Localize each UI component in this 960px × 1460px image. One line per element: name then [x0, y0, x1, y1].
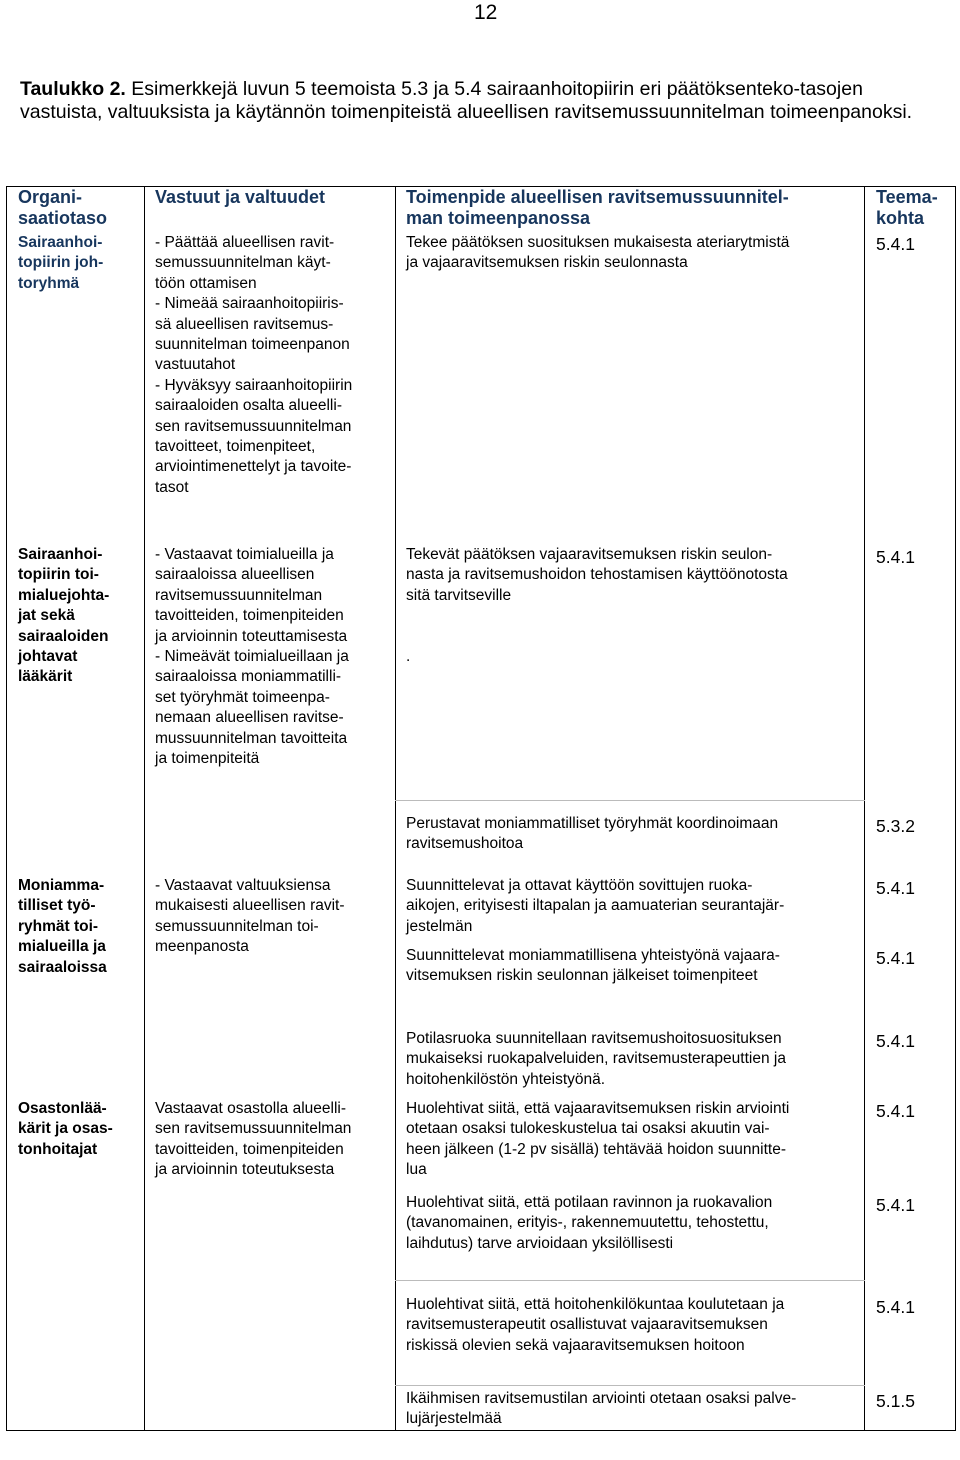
resp-line: - Päättää alueellisen ravit-: [155, 234, 335, 251]
header-responsibilities: Vastuut ja valtuudet: [155, 187, 326, 207]
action-line: laihdutus) tarve arvioidaan yksilöllisesti: [406, 1234, 674, 1252]
org-line: kärit ja osas-: [18, 1120, 113, 1138]
resp-line: tavoitteet, toimenpiteet,: [155, 438, 316, 456]
header-theme: [876, 187, 938, 229]
resp-line: mussuunnitelman tavoitteita: [155, 729, 348, 747]
action-line: [406, 606, 788, 626]
header-action: [406, 187, 789, 229]
theme-number: 5.3.2: [876, 816, 915, 836]
org-cell: [18, 876, 107, 978]
resp-line: tavoitteiden, toimenpiteiden: [155, 1140, 344, 1158]
resp-line: suunnitelman toimeenpanon: [155, 336, 350, 354]
header-action-line: man toimeenpanossa: [406, 208, 591, 228]
resp-line: sairaaloissa alueellisen: [155, 566, 315, 584]
resp-line: sairaaloissa moniammatilli-: [155, 668, 342, 686]
responsibility-cell: [155, 876, 345, 958]
action-line: Huolehtivat siitä, että hoitohenkilökuntaa koulutetaan ja: [406, 1296, 785, 1313]
action-cell: [406, 1389, 796, 1430]
org-cell: [18, 545, 109, 688]
action-line: aikojen, erityisesti iltapalan ja aamuaterian seurantajär-: [406, 897, 785, 915]
action-line: lua: [406, 1161, 427, 1179]
caption-text: Esimerkkejä luvun 5 teemoista 5.3 ja 5.4 sairaanhoitopiirin eri päätöksenteko-tasojen vastuista, valtuuksista ja käytännön toimenpiteistä alueellisen ravitsemussuunnitelman toimeenpanoksi.: [20, 78, 913, 123]
header-action-line: Toimenpide alueellisen ravitsemussuunnitel-: [406, 187, 789, 207]
responsibility-cell: [155, 1099, 351, 1181]
org-line: topiirin joh-: [18, 254, 104, 272]
page-number: 12: [474, 1, 498, 24]
row-divider: [395, 1385, 865, 1386]
header-organization-line: saatiotaso: [18, 208, 108, 228]
action-line: Tekevät päätöksen vajaaravitsemuksen riskin seulon-: [406, 546, 773, 563]
action-cell: [406, 1029, 786, 1090]
responsibility-cell: [155, 233, 352, 498]
org-line: johtavat: [18, 648, 78, 666]
org-line: jat sekä: [18, 607, 75, 625]
column-divider-2: [395, 186, 396, 1431]
resp-line: tavoitteiden, toimenpiteiden: [155, 607, 344, 625]
resp-line: ja arvioinnin toteuttamisesta: [155, 627, 348, 645]
header-organization: [18, 187, 107, 229]
resp-line: - Vastaavat valtuuksiensa: [155, 877, 331, 894]
theme-number: 5.4.1: [876, 1101, 915, 1121]
action-cell: [406, 814, 778, 855]
action-line: ravitsemushoitoa: [406, 835, 524, 853]
org-cell: [18, 233, 103, 294]
action-line: [406, 627, 788, 647]
theme-number: 5.4.1: [876, 878, 915, 898]
org-line: sairaaloiden: [18, 627, 109, 645]
action-line: lujärjestelmää: [406, 1410, 502, 1428]
action-line: vitsemuksen riskin seulonnan jälkeiset toimenpiteet: [406, 967, 758, 985]
header-theme-line: Teema-: [876, 187, 938, 207]
org-line: Sairaanhoi-: [18, 234, 103, 251]
action-line: jestelmän: [406, 917, 473, 935]
resp-line: ja toimenpiteitä: [155, 750, 260, 768]
action-line: Tekee päätöksen suosituksen mukaisesta ateriarytmistä: [406, 234, 790, 251]
org-line: Osastonlää-: [18, 1100, 107, 1117]
theme-number: 5.4.1: [876, 547, 915, 567]
theme-number: 5.4.1: [876, 1195, 915, 1215]
org-line: tilliset työ-: [18, 897, 96, 915]
action-line: .: [406, 648, 411, 665]
header-organization-line: Organi-: [18, 187, 83, 207]
org-line: Sairaanhoi-: [18, 546, 103, 563]
resp-line: - Hyväksyy sairaanhoitopiirin: [155, 376, 353, 394]
action-line: riskissä olevien sekä vajaaravitsemuksen hoitoon: [406, 1336, 745, 1354]
action-line: hoitohenkilöstön yhteistyönä.: [406, 1070, 606, 1088]
org-line: topiirin toi-: [18, 566, 99, 584]
action-line: Potilasruoka suunnitellaan ravitsemushoitosuosituksen: [406, 1030, 782, 1047]
row-divider: [395, 1280, 865, 1281]
column-divider-1: [144, 186, 145, 1431]
action-line: Huolehtivat siitä, että vajaaravitsemuksen riskin arviointi: [406, 1100, 790, 1117]
resp-line: nemaan alueellisen ravitse-: [155, 709, 344, 727]
action-line: ja vajaaravitsemuksen riskin seulonnasta: [406, 254, 688, 272]
theme-number: 5.4.1: [876, 234, 915, 254]
resp-line: - Nimeää sairaanhoitopiiris-: [155, 295, 344, 313]
action-line: sitä tarvitseville: [406, 586, 512, 604]
action-line: Huolehtivat siitä, että potilaan ravinnon ja ruokavalion: [406, 1194, 773, 1211]
resp-line: tasot: [155, 478, 189, 496]
resp-line: arviointimenettelyt ja tavoite-: [155, 458, 352, 476]
action-line: Suunnittelevat ja ottavat käyttöön sovittujen ruoka-: [406, 877, 753, 894]
resp-line: ja arvioinnin toteutuksesta: [155, 1161, 335, 1179]
table-bottom-border: [6, 1430, 956, 1431]
resp-line: - Nimeävät toimialueillaan ja: [155, 648, 349, 666]
action-line: mukaiseksi ruokapalveluiden, ravitsemusterapeuttien ja: [406, 1050, 786, 1068]
action-line: (tavanomainen, erityis-, rakennemuutettu, tehostettu,: [406, 1214, 769, 1232]
org-line: toryhmä: [18, 274, 80, 292]
action-cell: [406, 946, 780, 987]
org-line: lääkärit: [18, 668, 73, 686]
resp-line: ravitsemussuunnitelman: [155, 586, 323, 604]
action-line: Perustavat moniammatilliset työryhmät koordinoimaan: [406, 815, 779, 832]
resp-line: semussuunnitelman käyt-: [155, 254, 331, 272]
theme-number: 5.4.1: [876, 1031, 915, 1051]
resp-line: sairaaloiden osalta alueelli-: [155, 397, 342, 415]
resp-line: Vastaavat osastolla alueelli-: [155, 1100, 346, 1117]
org-cell: [18, 1099, 113, 1160]
org-line: sairaaloissa: [18, 958, 107, 976]
action-cell: [406, 545, 788, 667]
resp-line: töön ottamisen: [155, 274, 257, 292]
table-caption: [20, 78, 950, 124]
resp-line: sä alueellisen ravitsemus-: [155, 315, 334, 333]
org-line: ryhmät toi-: [18, 917, 99, 935]
action-cell: [406, 233, 789, 274]
action-cell: [406, 1193, 772, 1254]
action-line: nasta ja ravitsemushoidon tehostamisen käyttöönotosta: [406, 566, 788, 584]
action-cell: [406, 1295, 784, 1356]
column-divider-3: [864, 186, 865, 1431]
action-cell: [406, 876, 784, 937]
theme-number: 5.1.5: [876, 1391, 915, 1411]
header-theme-line: kohta: [876, 208, 925, 228]
responsibility-cell: [155, 545, 349, 769]
resp-line: - Vastaavat toimialueilla ja: [155, 546, 334, 563]
action-line: Ikäihmisen ravitsemustilan arviointi otetaan osaksi palve-: [406, 1390, 797, 1407]
table-right-border: [955, 186, 956, 1431]
org-line: mialuejohta-: [18, 586, 110, 604]
caption-label: Taulukko 2.: [20, 78, 126, 100]
org-line: Moniamma-: [18, 877, 105, 894]
org-line: mialueilla ja: [18, 938, 106, 956]
theme-number: 5.4.1: [876, 1297, 915, 1317]
resp-line: meenpanosta: [155, 938, 249, 956]
action-line: otetaan osaksi tulokeskustelua tai osaksi akuutin vai-: [406, 1120, 770, 1138]
resp-line: sen ravitsemussuunnitelman: [155, 1120, 352, 1138]
table-left-border: [6, 186, 7, 1431]
org-line: tonhoitajat: [18, 1140, 98, 1158]
action-cell: [406, 1099, 789, 1181]
resp-line: sen ravitsemussuunnitelman: [155, 417, 352, 435]
action-line: Suunnittelevat moniammatillisena yhteistyönä vajaara-: [406, 947, 780, 964]
action-line: ravitsemusterapeutit osallistuvat vajaaravitsemuksen: [406, 1316, 768, 1334]
resp-line: semussuunnitelman toi-: [155, 917, 319, 935]
resp-line: set työryhmät toimeenpa-: [155, 688, 330, 706]
row-divider: [395, 800, 865, 801]
resp-line: vastuutahot: [155, 356, 236, 374]
theme-number: 5.4.1: [876, 948, 915, 968]
resp-line: mukaisesti alueellisen ravit-: [155, 897, 345, 915]
action-line: heen jälkeen (1-2 pv sisällä) tehtävää hoidon suunnitte-: [406, 1140, 786, 1158]
